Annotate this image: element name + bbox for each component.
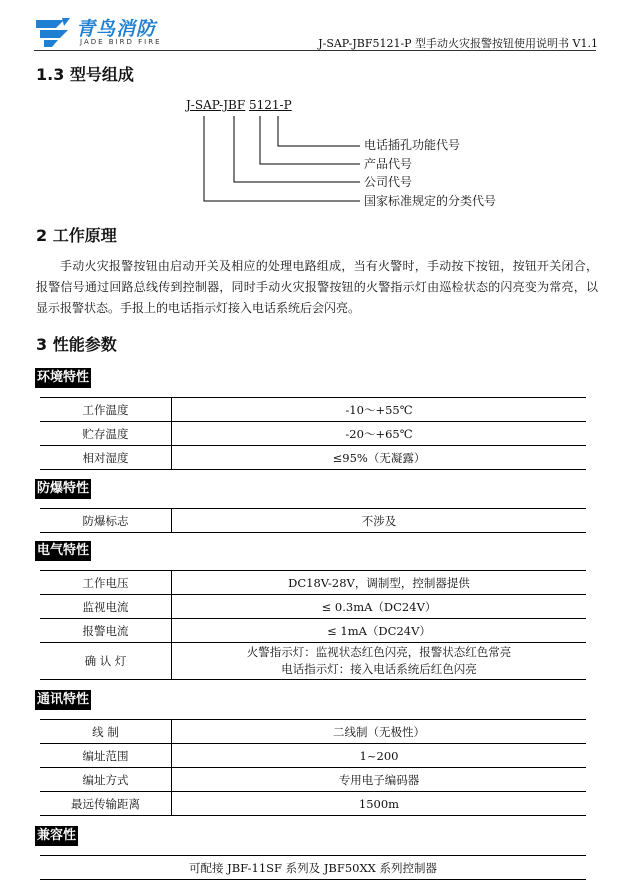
logo-en-text: JADE BIRD FIRE [80, 38, 162, 46]
table-row [40, 720, 586, 744]
table-row [40, 744, 586, 768]
explosion-badge: 防爆特性 [35, 479, 91, 499]
row-key: 线 制 [40, 720, 172, 744]
table-row [40, 398, 586, 422]
principle-paragraph: 手动火灾报警按钮由启动开关及相应的处理电路组成，当有火警时，手动按下按钮，按钮开关闭合，报警信号通过回路总线传到控制器，同时手动火灾报警按钮的火警指示灯由巡检状态的闪亮变为常亮，以显示报警状态。手报上的电话指示灯接入电话系统后会闪亮。 [36, 259, 598, 315]
model-code-suffix: 5121-P [249, 98, 292, 112]
communication-table [40, 719, 586, 816]
phone-indicator-text: 电话指示灯：接入电话系统后红色闪亮 [281, 662, 477, 676]
table-row [40, 571, 586, 595]
row-value: 二线制（无极性） [172, 720, 587, 744]
row-value: ≤95%（无凝露） [172, 446, 587, 470]
compatibility-text: 可配接 JBF-11SF 系列及 JBF50XX 系列控制器 [40, 856, 586, 880]
table-row [40, 595, 586, 619]
row-key: 编址方式 [40, 768, 172, 792]
label-phone-jack: 电话插孔功能代号 [364, 138, 461, 152]
row-key: 编址范围 [40, 744, 172, 768]
row-value: ≤ 0.3mA（DC24V） [172, 595, 587, 619]
logo-cn-text: 青鸟消防 [76, 18, 157, 40]
row-key: 防爆标志 [40, 509, 172, 533]
electrical-badge: 电气特性 [35, 541, 91, 561]
row-key: 贮存温度 [40, 422, 172, 446]
document-title: J-SAP-JBF5121-P 型手动火灾报警按钮使用说明书 V1.1 [318, 37, 598, 50]
row-value: ≤ 1mA（DC24V） [172, 619, 587, 643]
row-value: 1~200 [172, 744, 587, 768]
row-key: 工作电压 [40, 571, 172, 595]
environment-table [40, 397, 586, 470]
table-row [40, 856, 586, 880]
row-value: 不涉及 [172, 509, 587, 533]
row-key: 确 认 灯 [40, 643, 172, 680]
row-value [172, 643, 587, 680]
table-row [40, 619, 586, 643]
table-row [40, 643, 586, 680]
performance-heading: 3 性能参数 [36, 335, 117, 354]
row-key: 相对湿度 [40, 446, 172, 470]
communication-badge: 通讯特性 [35, 690, 91, 710]
row-key: 最远传输距离 [40, 792, 172, 816]
row-value: DC18V-28V，调制型，控制器提供 [172, 571, 587, 595]
row-value: -10～+55℃ [172, 398, 587, 422]
row-value: 1500m [172, 792, 587, 816]
environment-badge: 环境特性 [35, 368, 91, 388]
label-national-code: 国家标准规定的分类代号 [364, 194, 497, 208]
row-key: 工作温度 [40, 398, 172, 422]
table-row [40, 446, 586, 470]
row-value: -20～+65℃ [172, 422, 587, 446]
model-code-prefix: J-SAP-JBF [186, 98, 246, 112]
table-row [40, 792, 586, 816]
row-value: 专用电子编码器 [172, 768, 587, 792]
model-bracket-lines [0, 0, 640, 230]
fire-indicator-text: 火警指示灯：监视状态红色闪亮，报警状态红色常亮 [246, 645, 512, 659]
label-product-code: 产品代号 [364, 157, 413, 171]
label-company-code: 公司代号 [364, 175, 413, 189]
compatibility-table [40, 855, 586, 880]
table-row [40, 422, 586, 446]
explosion-table [40, 508, 586, 533]
row-key: 监视电流 [40, 595, 172, 619]
compatibility-badge: 兼容性 [35, 826, 78, 846]
table-row [40, 509, 586, 533]
model-heading: 1.3 型号组成 [36, 65, 134, 84]
principle-heading: 2 工作原理 [36, 226, 117, 245]
table-row [40, 768, 586, 792]
electrical-table [40, 570, 586, 680]
row-key: 报警电流 [40, 619, 172, 643]
